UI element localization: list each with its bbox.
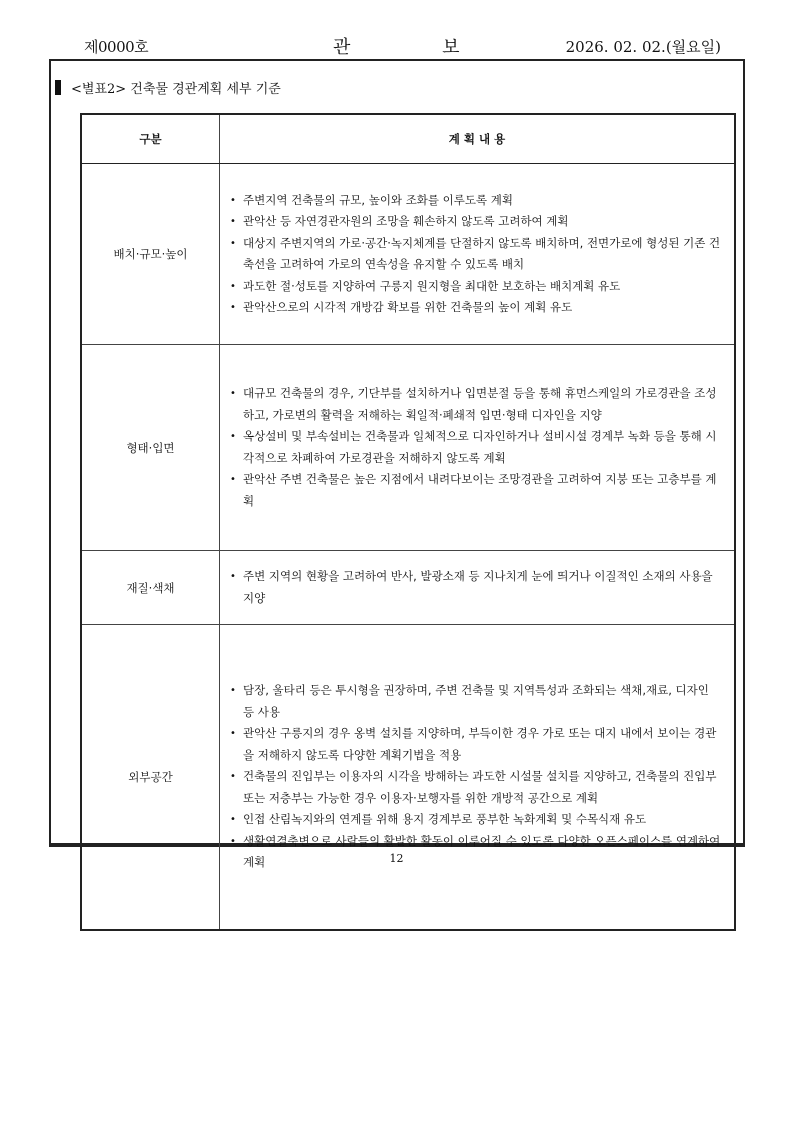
list-item: • 건축물의 진입부는 이용자의 시각을 방해하는 과도한 시설물 설치를 지양하고, 건축물의 진입부 또는 저층부는 가능한 경우 이용자·보행자를 위한 개방적 공간으로 계획 <box>230 766 722 809</box>
item-list <box>230 680 722 874</box>
item-list <box>230 383 722 512</box>
row-category: 재질·색채 <box>81 551 220 625</box>
issue-date: 2026. 02. 02.(월요일) <box>565 38 721 56</box>
list-item: • 관악산 구릉지의 경우 옹벽 설치를 지양하며, 부득이한 경우 가로 또는 대지 내에서 보이는 경관을 저해하지 않도록 다양한 계획기법을 적용 <box>230 723 722 766</box>
list-item: • 관악산 등 자연경관자원의 조망을 훼손하지 않도록 고려하여 계획 <box>230 211 722 233</box>
list-item: • 옥상설비 및 부속설비는 건축물과 일체적으로 디자인하거나 설비시설 경계부 녹화 등을 통해 시각적으로 차폐하여 가로경관을 저해하지 않도록 계획 <box>230 426 722 469</box>
row-content <box>220 551 736 625</box>
gazette-title: 관 보 <box>333 37 460 58</box>
list-item: • 대상지 주변지역의 가로·공간·녹지체계를 단절하지 않도록 배치하며, 전면가로에 형성된 기존 건축선을 고려하여 가로의 연속성을 유지할 수 있도록 배치 <box>230 233 722 276</box>
row-category: 형태·입면 <box>81 345 220 551</box>
list-item: • 주변 지역의 현황을 고려하여 반사, 발광소재 등 지나치게 눈에 띄거나 이질적인 소재의 사용을 지양 <box>230 566 722 609</box>
row-category: 배치·규모·높이 <box>81 164 220 345</box>
list-item: • 주변지역 건축물의 규모, 높이와 조화를 이루도록 계획 <box>230 190 722 212</box>
square-bullet-icon <box>55 80 61 95</box>
item-list <box>230 566 722 609</box>
list-item: • 관악산으로의 시각적 개방감 확보를 위한 건축물의 높이 계획 유도 <box>230 297 722 319</box>
row-content <box>220 164 736 345</box>
row-category: 외부공간 <box>81 625 220 930</box>
list-item: • 대규모 건축물의 경우, 기단부를 설치하거나 입면분절 등을 통해 휴먼스케일의 가로경관을 조성하고, 가로변의 활력을 저해하는 획일적·폐쇄적 입면·형태 디자인을 지양 <box>230 383 722 426</box>
row-content <box>220 625 736 930</box>
list-item: • 관악산 주변 건축물은 높은 지점에서 내려다보이는 조망경관을 고려하여 지붕 또는 고층부를 계획 <box>230 469 722 512</box>
table-row <box>81 625 735 930</box>
section-heading <box>55 78 281 97</box>
column-header-content: 계 획 내 용 <box>220 114 736 164</box>
item-list <box>230 190 722 319</box>
gazette-header <box>0 30 793 58</box>
list-item: • 과도한 절·성토를 지양하여 구릉지 원지형을 최대한 보호하는 배치계획 유도 <box>230 276 722 298</box>
issue-number: 제0000호 <box>84 38 149 56</box>
page-number: 12 <box>389 852 404 865</box>
column-header-category: 구분 <box>81 114 220 164</box>
list-item: • 인접 산림녹지와의 연계를 위해 용지 경계부로 풍부한 녹화계획 및 수목식재 유도 <box>230 809 722 831</box>
table-row <box>81 345 735 551</box>
list-item: • 생활연결축변으로 사람들의 활발한 활동이 이루어질 수 있도록 다양한 오픈스페이스를 연계하여 계획 <box>230 831 722 874</box>
table-row <box>81 551 735 625</box>
table-header-row <box>81 114 735 164</box>
table-row <box>81 164 735 345</box>
criteria-table <box>80 113 736 931</box>
row-content <box>220 345 736 551</box>
section-heading-text: <별표2> 건축물 경관계획 세부 기준 <box>71 82 281 97</box>
list-item: • 담장, 울타리 등은 투시형을 권장하며, 주변 건축물 및 지역특성과 조화되는 색채,재료, 디자인 등 사용 <box>230 680 722 723</box>
